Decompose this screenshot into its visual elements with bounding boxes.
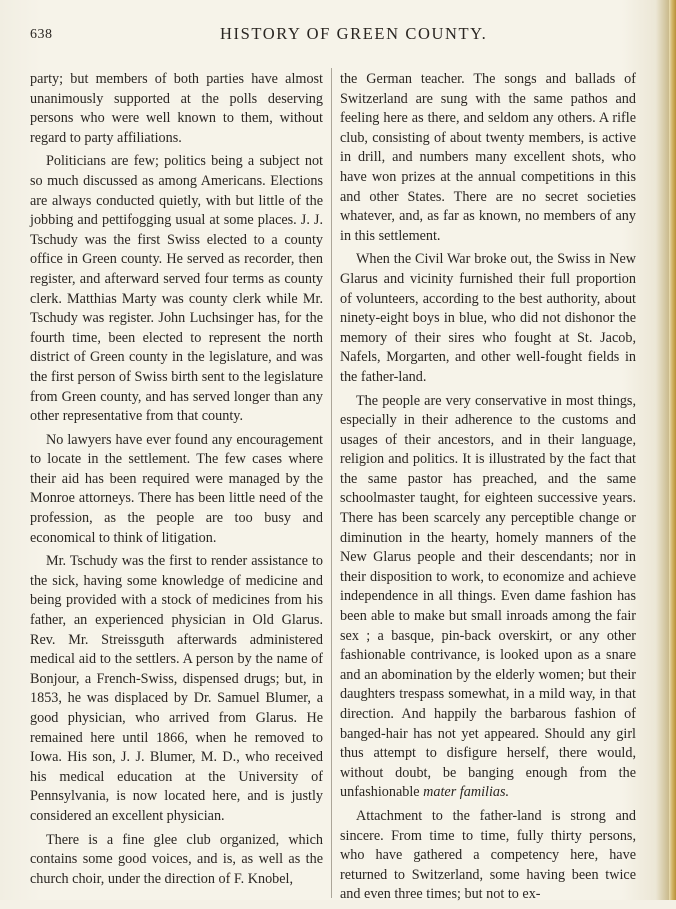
paragraph: Attachment to the father-land is strong and sincere. From time to time, fully thirty persons, who have gathered a competency here, have returned to Switzerland, some having been twice and even three times; but not to ex- xyxy=(340,807,636,903)
running-title: HISTORY OF GREEN COUNTY. xyxy=(220,24,488,43)
page-header xyxy=(30,24,640,48)
paragraph: Politicians are few; politics being a subject not so much discussed as among Americans. Elections are always conducted quietly, with but little of the jobbing and pettifogging usual at some places. J. J. Tschudy was the first Swiss elected to a county office in Green county. He served as recorder, then register, and afterward served four terms as county clerk. Matthias Marty was county clerk while Mr. Tschudy was register. John Luchsinger has, for the fourth time, been elected to represent the north district of Green county in the legislature, and was the first person of Swiss birth sent to the legislature from Green county, and has served longer than any other representative from that county. xyxy=(30,153,323,425)
paragraph: party; but members of both parties have almost unanimously supported at the polls deserving persons who were well known to them, without regard to party affiliations. xyxy=(30,71,323,146)
paragraph: the German teacher. The songs and ballads of Switzerland are sung with the same pathos and feeling here as there, and seldom any others. A rifle club, consisting of about twenty members, is active in drill, and numbers many excellent shots, who have won prizes at the annual competitions in this and other States. There are no secret societies whatever, and, as far as known, no members of any in this settlement. xyxy=(340,71,636,244)
right-column xyxy=(340,70,636,909)
paragraph xyxy=(340,392,636,803)
paragraph: When the Civil War broke out, the Swiss in New Glarus and vicinity furnished their full proportion of volunteers, according to the best authority, about ninety-eight boys in blue, who did not dishonor the memory of their sires who fought at St. Jacob, Nafels, Morgarten, and other well-fought fields in the father-land. xyxy=(340,251,636,385)
paragraph: Mr. Tschudy was the first to render assistance to the sick, having some knowledge of medicine and being provided with a stock of medicines from his father, an experienced physician in Old Glarus. Rev. Mr. Streissguth afterwards administered medical aid to the settlers. A person by the name of Bonjour, a French-Swiss, dispensed drugs; but, in 1853, he was displaced by Dr. Samuel Blumer, a good physician, who arrived from Glarus. He remained here until 1866, when he removed to Iowa. His son, J. J. Blumer, M. D., who received his medical education at the University of Pennsylvania, is now located here, and is justly considered an excellent physician. xyxy=(30,553,323,824)
paragraph: There is a fine glee club organized, which contains some good voices, and is, as well as the church choir, under the direction of F. Knobel, xyxy=(30,831,323,887)
page-number: 638 xyxy=(30,27,53,42)
italic-phrase: mater familias. xyxy=(423,784,510,801)
left-column xyxy=(30,70,323,893)
column-divider xyxy=(331,68,332,898)
paragraph: No lawyers have ever found any encouragement to locate in the settlement. The few cases where their aid has been required were managed by the Monroe attorneys. There has been little need of the profession, as the people are too busy and economical to think of litigation. xyxy=(30,431,323,546)
paragraph-text: The people are very conservative in most things, especially in their adherence to the customs and usages of their ancestors, and in their language, religion and politics. It is illustrated by the fact that the same pastor has preached, and the same schoolmaster taught, for eighteen successive years. There has been scarcely any perceptible change or diminution in the hearty, homely manners of the New Glarus people and their descendants; nor in their disposition to work, to economize and achieve independence in all things. Even dame fashion has been able to make but small inroads among the fair sex ; a basque, pin-back overskirt, or any other fashionable contrivance, is looked upon as a snare and an abomination by the elderly women; but their daughters trespass somewhat, in a mild way, in that direction. And happily the barbarous fashion of banged-hair has not yet appeared. Should any girl thus attempt to disfigure herself, there would, without doubt, be banging enough from the unfashionable xyxy=(340,392,636,801)
page-edge-shadow xyxy=(669,0,676,900)
